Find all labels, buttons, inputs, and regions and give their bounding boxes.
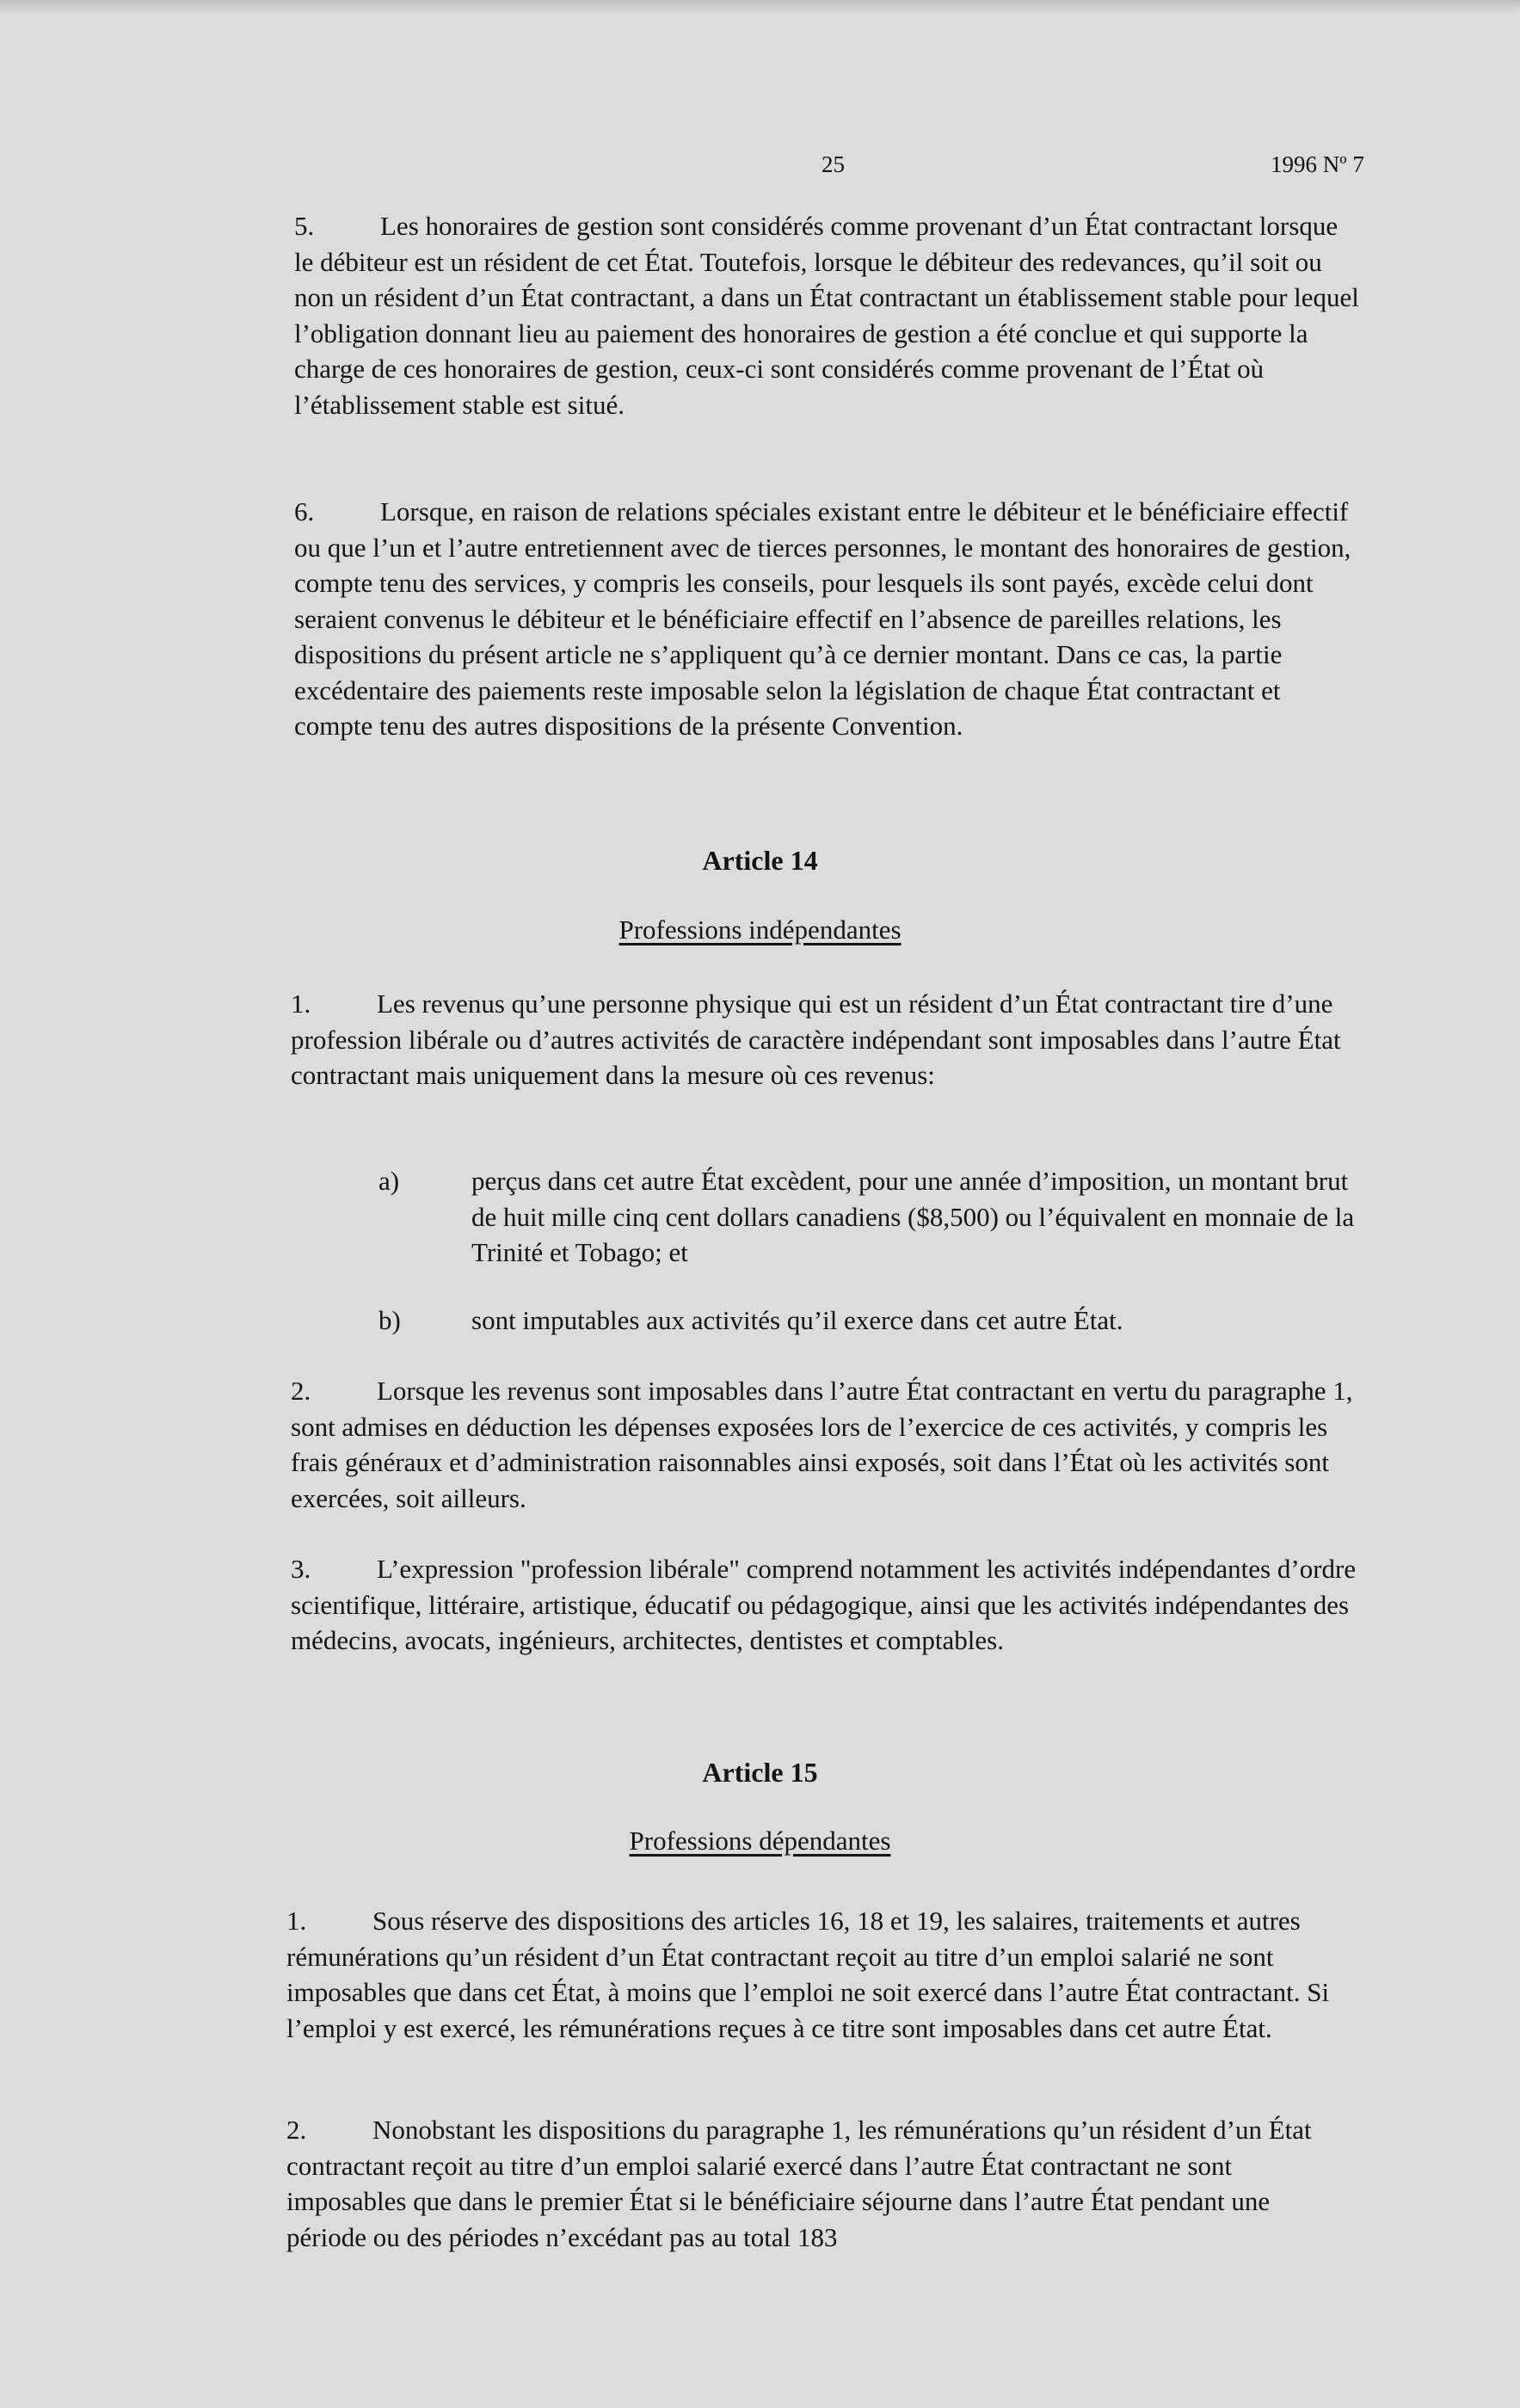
page-number: 25 xyxy=(822,151,845,177)
item-label: a) xyxy=(378,1166,400,1196)
paragraph-text: L’expression "profession libérale" comprend notamment les activités indépendantes d’ordre scientifique, littéraire, artistique, éducatif ou pédagogique, ainsi que les activités indépendantes des médecins, avocats, ingénieurs, architectes, dentistes et comptables. xyxy=(291,1554,1357,1655)
article-14-paragraph-1 xyxy=(291,986,1357,1093)
scan-top-edge xyxy=(0,0,1520,12)
paragraph-number: 2. xyxy=(291,1376,311,1406)
article-15-subtitle: Professions dépendantes xyxy=(629,1826,891,1856)
article-15-paragraph-2 xyxy=(286,2112,1353,2255)
article-14-paragraph-2 xyxy=(291,1373,1357,1516)
paragraph-number: 3. xyxy=(291,1554,311,1584)
paragraph-number: 1. xyxy=(286,1906,307,1936)
article-14-paragraph-3 xyxy=(291,1551,1357,1659)
article-14-item-a xyxy=(378,1163,1359,1271)
item-text: sont imputables aux activités qu’il exerce dans cet autre État. xyxy=(471,1305,1123,1335)
paragraph-6 xyxy=(294,494,1361,744)
article-14-title: Article 14 xyxy=(702,845,818,876)
paragraph-number: 6. xyxy=(294,496,315,527)
paragraph-number: 1. xyxy=(291,988,311,1019)
paragraph-number: 5. xyxy=(294,211,315,241)
article-14-subtitle: Professions indépendantes xyxy=(618,915,902,945)
paragraph-text: Lorsque les revenus sont imposables dans l’autre État contractant en vertu du paragraphe 1, sont admises en déduction les dépenses exposées lors de l’exercice de ces activités, y compris les frais généraux et d’administration raisonnables ainsi exposés, soit dans l’État où les activités sont exercées, soit ailleurs. xyxy=(291,1376,1353,1513)
article-14-item-b xyxy=(378,1303,1359,1339)
paragraph-text: Les honoraires de gestion sont considérés comme provenant d’un État contractant lorsque le débiteur est un résident de cet État. Toutefois, lorsque le débiteur des redevances, qu’il soit ou non un résident d’un État contractant, a dans un État contractant un établissement stable pour lequel l’obligation donnant lieu au paiement des honoraires de gestion a été conclue et qui supporte la charge de ces honoraires de gestion, ceux-ci sont considérés comme provenant de l’État où l’établissement stable est situé. xyxy=(294,211,1359,420)
article-15-title: Article 15 xyxy=(702,1757,818,1788)
item-text: perçus dans cet autre État excèdent, pour une année d’imposition, un montant brut de huit mille cinq cent dollars canadiens ($8,500) ou l’équivalent en monnaie de la Trinité et Tobago; et xyxy=(471,1166,1355,1267)
paragraph-text: Nonobstant les dispositions du paragraphe 1, les rémunérations qu’un résident d’un État contractant reçoit au titre d’un emploi salarié exercé dans l’autre État contractant ne sont imposables que dans le premier État si le bénéficiaire séjourne dans l’autre État pendant une période ou des périodes n’excédant pas au total 183 xyxy=(286,2115,1312,2252)
article-15-paragraph-1 xyxy=(286,1903,1353,2046)
gazette-issue: 1996 Nº 7 xyxy=(1271,151,1364,177)
paragraph-5 xyxy=(294,208,1361,422)
paragraph-text: Sous réserve des dispositions des articles 16, 18 et 19, les salaires, traitements et autres rémunérations qu’un résident d’un État contractant reçoit au titre d’un emploi salarié ne sont imposables que dans cet État, à moins que l’emploi ne soit exercé dans l’autre État contractant. Si l’emploi y est exercé, les rémunérations reçues à ce titre sont imposables dans cet autre État. xyxy=(286,1906,1330,2043)
paragraph-text: Lorsque, en raison de relations spéciales existant entre le débiteur et le bénéficiaire effectif ou que l’un et l’autre entretiennent avec de tierces personnes, le montant des honoraires de gestion, compte tenu des services, y compris les conseils, pour lesquels ils sont payés, excède celui dont seraient convenus le débiteur et le bénéficiaire effectif en l’absence de pareilles relations, les dispositions du présent article ne s’appliquent qu’à ce dernier montant. Dans ce cas, la partie excédentaire des paiements reste imposable selon la législation de chaque État contractant et compte tenu des autres dispositions de la présente Convention. xyxy=(294,496,1351,741)
paragraph-text: Les revenus qu’une personne physique qui est un résident d’un État contractant tire d’une profession libérale ou d’autres activités de caractère indépendant sont imposables dans l’autre État contractant mais uniquement dans la mesure où ces revenus: xyxy=(291,988,1341,1090)
paragraph-number: 2. xyxy=(286,2115,307,2145)
item-label: b) xyxy=(378,1305,401,1335)
